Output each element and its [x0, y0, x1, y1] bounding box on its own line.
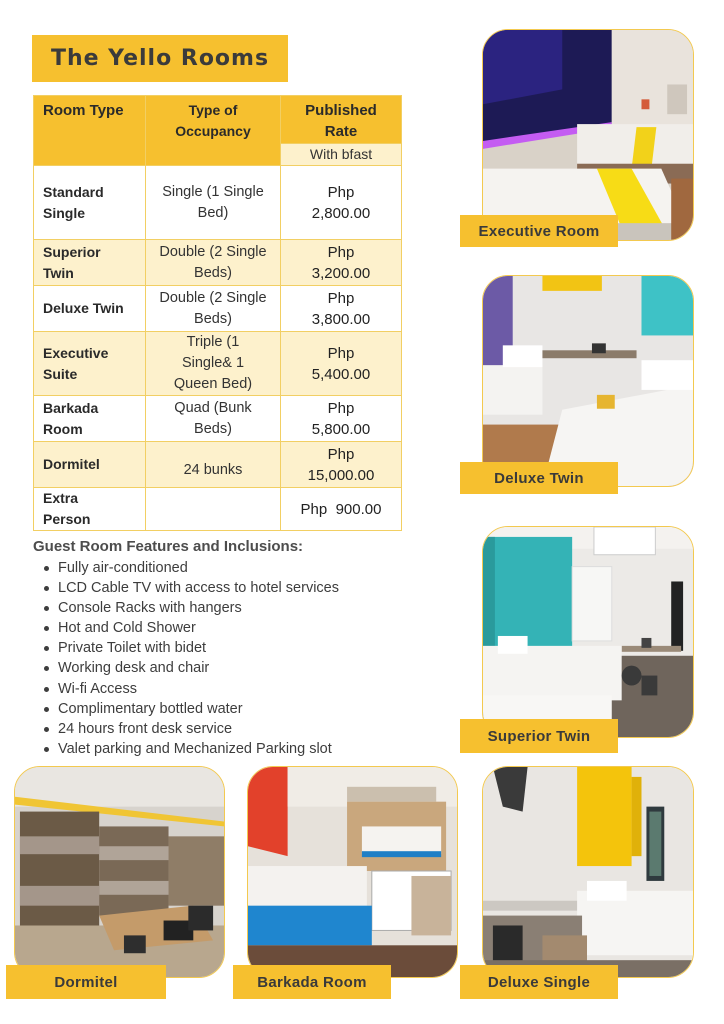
- list-item: 24 hours front desk service: [42, 719, 339, 739]
- features-title: Guest Room Features and Inclusions:: [33, 538, 304, 555]
- dormitel-photo: [14, 766, 225, 978]
- header-room-type: Room Type: [34, 96, 146, 166]
- superior-twin-photo: [482, 526, 694, 738]
- list-item: Console Racks with hangers: [42, 598, 339, 618]
- room-occupancy: Double (2 Single Beds): [146, 286, 281, 332]
- list-item: Fully air-conditioned: [42, 558, 339, 578]
- room-name: Dormitel: [34, 442, 146, 488]
- table-row: [34, 442, 402, 488]
- deluxe-single-photo: [482, 766, 694, 978]
- room-name: Superior Twin: [34, 240, 146, 286]
- room-occupancy: Quad (Bunk Beds): [146, 396, 281, 442]
- deluxe-twin-photo: [482, 275, 694, 487]
- room-occupancy: Triple (1 Single& 1 Queen Bed): [146, 332, 281, 396]
- table-row: [34, 332, 402, 396]
- list-item: Working desk and chair: [42, 658, 339, 678]
- room-rate: Php 5,400.00: [281, 332, 402, 396]
- table-row: [34, 240, 402, 286]
- room-rate: Php 3,800.00: [281, 286, 402, 332]
- room-rate: Php 3,200.00: [281, 240, 402, 286]
- room-name: Extra Person: [34, 488, 146, 531]
- superior-twin-label: Superior Twin: [460, 719, 618, 753]
- list-item: Wi-fi Access: [42, 679, 339, 699]
- room-rate: Php 2,800.00: [281, 166, 402, 240]
- header-rate: Published Rate: [281, 96, 402, 144]
- header-occupancy: Type of Occupancy: [146, 96, 281, 166]
- rate-table: [33, 95, 402, 531]
- room-occupancy: Single (1 Single Bed): [146, 166, 281, 240]
- executive-room-photo: [482, 29, 694, 241]
- room-name: Deluxe Twin: [34, 286, 146, 332]
- room-name: Barkada Room: [34, 396, 146, 442]
- deluxe-twin-label: Deluxe Twin: [460, 462, 618, 494]
- table-row: [34, 396, 402, 442]
- room-rate: Php 15,000.00: [281, 442, 402, 488]
- barkada-room-photo: [247, 766, 458, 978]
- room-occupancy: [146, 488, 281, 531]
- room-occupancy: Double (2 Single Beds): [146, 240, 281, 286]
- room-name: Executive Suite: [34, 332, 146, 396]
- room-rate: Php 5,800.00: [281, 396, 402, 442]
- list-item: Valet parking and Mechanized Parking slot: [42, 739, 339, 759]
- executive-room-label: Executive Room: [460, 215, 618, 247]
- table-row: [34, 488, 402, 531]
- deluxe-single-label: Deluxe Single: [460, 965, 618, 999]
- room-occupancy: 24 bunks: [146, 442, 281, 488]
- features-list: [42, 558, 339, 759]
- list-item: Complimentary bottled water: [42, 699, 339, 719]
- page-title: The Yello Rooms: [50, 46, 270, 71]
- room-rate: Php 900.00: [281, 488, 402, 531]
- table-row: [34, 166, 402, 240]
- list-item: Hot and Cold Shower: [42, 618, 339, 638]
- list-item: Private Toilet with bidet: [42, 638, 339, 658]
- header-rate-sub: With bfast: [281, 144, 402, 166]
- title-banner: [32, 35, 288, 82]
- list-item: LCD Cable TV with access to hotel services: [42, 578, 339, 598]
- barkada-room-label: Barkada Room: [233, 965, 391, 999]
- dormitel-label: Dormitel: [6, 965, 166, 999]
- room-name: Standard Single: [34, 166, 146, 240]
- table-row: [34, 286, 402, 332]
